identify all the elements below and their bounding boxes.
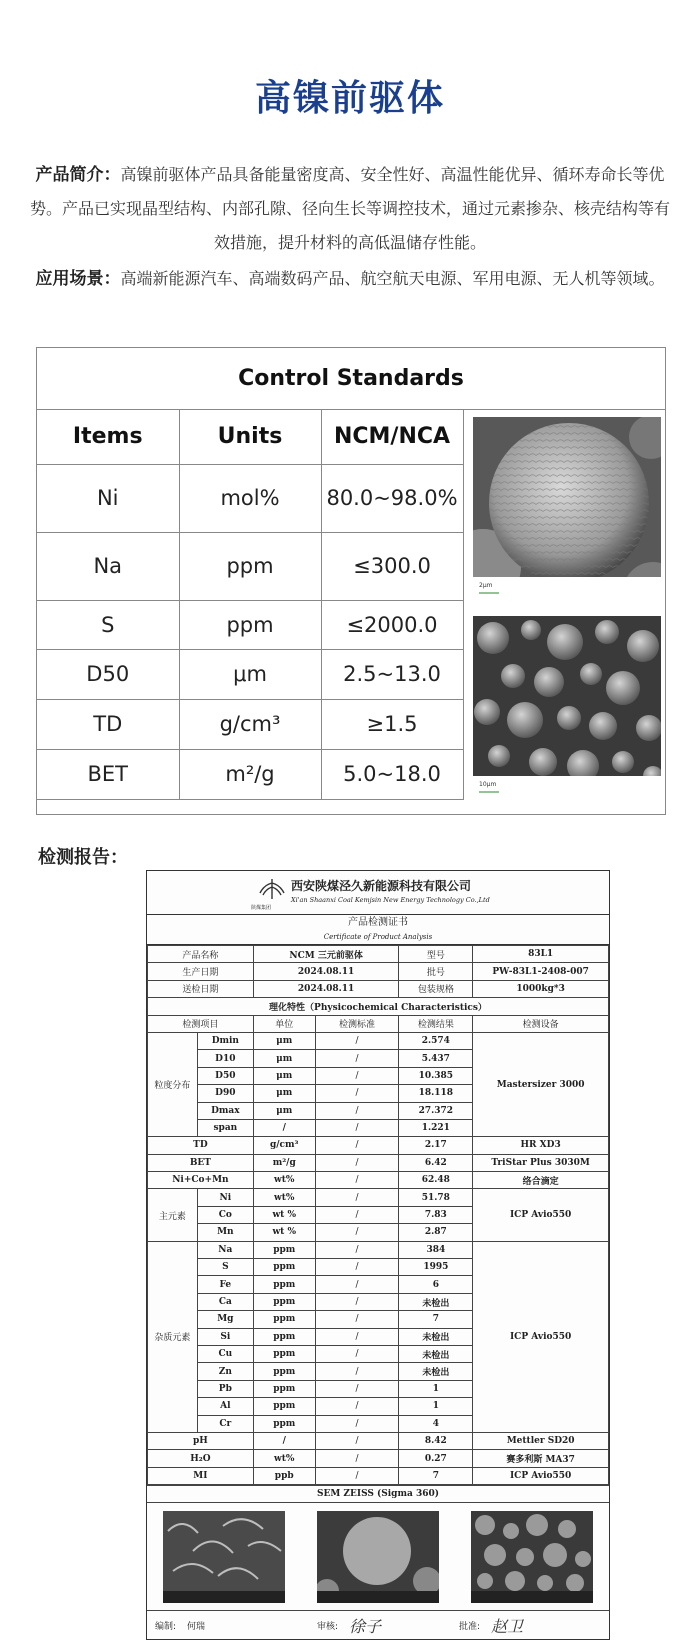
item-cell: Ca [197,1293,253,1310]
review-signature: 徐子 [349,1617,382,1637]
result-cell: 5.437 [399,1050,473,1067]
result-cell: 2.17 [399,1137,473,1154]
item-cell: Dmin [197,1032,253,1049]
item-cell: MI [148,1467,254,1484]
result-cell: 0.27 [399,1450,473,1467]
usage-label: 应用场景： [35,269,121,289]
header-units: Units [179,410,321,464]
table-row [148,998,609,1015]
table-row [148,1172,609,1189]
unit-cell: ppm [179,600,321,649]
unit-cell: wt % [253,1224,315,1241]
application-scenarios [30,262,670,296]
table-row [37,600,463,649]
item-cell: Mn [197,1224,253,1241]
std-cell: / [315,1102,399,1119]
group-label: 粒度分布 [148,1032,198,1136]
std-cell: / [315,1137,399,1154]
std-cell: / [315,1276,399,1293]
item-cell: span [197,1119,253,1136]
sem-image-single-particle [473,417,661,605]
sem-image-flakes [163,1511,285,1603]
company-logo-icon [257,877,287,905]
result-cell: 7 [399,1467,473,1484]
result-cell: 2.574 [399,1032,473,1049]
intro-text: 高镍前驱体产品具备能量密度高、安全性好、高温性能优异、循环寿命长等优势。产品已实现晶型结构、内部孔隙、径向生长等调控技术，通过元素掺杂、核壳结构等有效措施，提升材料的高低温储存性能。 [30,165,671,252]
item-cell: Ni [197,1189,253,1206]
std-cell: / [315,1293,399,1310]
equipment-cell: 络合滴定 [473,1172,609,1189]
group-label: 主元素 [148,1189,198,1241]
col-header: 检测标准 [315,1015,399,1032]
item-cell: D50 [197,1067,253,1084]
unit-cell: ppm [253,1276,315,1293]
std-cell: / [315,1241,399,1258]
info-key: 送检日期 [148,980,254,997]
unit-cell: ppm [253,1241,315,1258]
unit-cell: / [253,1432,315,1449]
info-value: 2024.08.11 [253,980,399,997]
result-cell: 7.83 [399,1206,473,1223]
item-cell: Mg [197,1311,253,1328]
info-value: 1000kg*3 [473,980,609,997]
test-certificate [146,870,610,1640]
unit-cell: ppm [253,1328,315,1345]
sem-scale-1: 2μm [479,582,493,589]
std-cell: / [315,1154,399,1171]
table-row [148,980,609,997]
unit-cell: ppm [253,1415,315,1432]
result-cell: 7 [399,1311,473,1328]
logo-text: 陕煤集团 [251,905,272,911]
result-cell: 1 [399,1380,473,1397]
certificate-title [147,915,609,945]
item-cell: Dmax [197,1102,253,1119]
result-cell: 1995 [399,1259,473,1276]
value-cell: 80.0~98.0% [321,464,463,532]
result-cell: 未检出 [399,1328,473,1345]
unit-cell: m²/g [179,749,321,799]
unit-cell: ppm [253,1380,315,1397]
unit-cell: g/cm³ [253,1137,315,1154]
info-key: 生产日期 [148,963,254,980]
sem-image-sphere [317,1511,439,1603]
std-cell: / [315,1450,399,1467]
item-cell: Na [37,532,179,600]
unit-cell: mol% [179,464,321,532]
result-cell: 4 [399,1415,473,1432]
compiled-label: 编制: [155,1622,177,1633]
unit-cell: g/cm³ [179,699,321,749]
col-header: 单位 [253,1015,315,1032]
table-row [37,532,463,600]
value-cell: ≤300.0 [321,532,463,600]
table-row [148,1450,609,1467]
unit-cell: ppm [253,1398,315,1415]
control-standards-title: Control Standards [37,348,665,410]
item-cell: H₂O [148,1450,254,1467]
sem-scale-2: 10μm [479,781,497,788]
product-intro [30,158,670,260]
item-cell: pH [148,1432,254,1449]
unit-cell: μm [253,1032,315,1049]
company-name-cn: 西安陕煤泾久新能源科技有限公司 [291,879,472,893]
equipment-cell: Mettler SD20 [473,1432,609,1449]
sem-image-particle-cluster [473,616,661,804]
compiled-name: 何瑞 [187,1622,206,1633]
item-cell: Al [197,1398,253,1415]
col-header: 检测项目 [148,1015,254,1032]
sem-images [467,410,665,814]
table-row [148,1189,609,1206]
equipment-cell: HR XD3 [473,1137,609,1154]
item-cell: TD [148,1137,254,1154]
col-header: 检测结果 [399,1015,473,1032]
table-row [148,946,609,963]
unit-cell: wt% [253,1189,315,1206]
std-cell: / [315,1085,399,1102]
result-cell: 62.48 [399,1172,473,1189]
table-row [148,1467,609,1484]
cert-sem-images [147,1502,609,1610]
result-cell: 51.78 [399,1189,473,1206]
unit-cell: / [253,1119,315,1136]
std-cell: / [315,1172,399,1189]
table-row [37,749,463,799]
equipment-cell: TriStar Plus 3030M [473,1154,609,1171]
equipment-cell: ICP Avio550 [473,1241,609,1432]
table-row [37,649,463,699]
unit-cell: μm [253,1085,315,1102]
item-cell: Co [197,1206,253,1223]
result-cell: 384 [399,1241,473,1258]
std-cell: / [315,1398,399,1415]
std-cell: / [315,1206,399,1223]
certificate-table [147,945,609,1485]
info-key: 包装规格 [399,980,473,997]
result-cell: 未检出 [399,1363,473,1380]
table-row [148,1137,609,1154]
item-cell: Si [197,1328,253,1345]
std-cell: / [315,1345,399,1362]
table-row [148,1154,609,1171]
col-header: 检测设备 [473,1015,609,1032]
item-cell: Cu [197,1345,253,1362]
unit-cell: wt% [253,1450,315,1467]
result-cell: 2.87 [399,1224,473,1241]
info-key: 批号 [399,963,473,980]
result-cell: 27.372 [399,1102,473,1119]
item-cell: Na [197,1241,253,1258]
table-row [37,699,463,749]
info-value: 2024.08.11 [253,963,399,980]
usage-text: 高端新能源汽车、高端数码产品、航空航天电源、军用电源、无人机等领域。 [120,269,665,288]
unit-cell: wt% [253,1172,315,1189]
group-label: 杂质元素 [148,1241,198,1432]
std-cell: / [315,1380,399,1397]
review-label: 审核: [317,1622,339,1633]
result-cell: 未检出 [399,1293,473,1310]
result-cell: 8.42 [399,1432,473,1449]
std-cell: / [315,1467,399,1484]
result-cell: 未检出 [399,1345,473,1362]
equipment-cell: ICP Avio550 [473,1189,609,1241]
result-cell: 6.42 [399,1154,473,1171]
equipment-cell: ICP Avio550 [473,1467,609,1484]
result-cell: 18.118 [399,1085,473,1102]
std-cell: / [315,1224,399,1241]
result-cell: 1.221 [399,1119,473,1136]
value-cell: ≤2000.0 [321,600,463,649]
unit-cell: ppb [253,1467,315,1484]
std-cell: / [315,1067,399,1084]
item-cell: Fe [197,1276,253,1293]
unit-cell: ppm [253,1345,315,1362]
result-cell: 6 [399,1276,473,1293]
std-cell: / [315,1032,399,1049]
certificate-title-en: Certificate of Product Analysis [323,933,433,941]
item-cell: BET [37,749,179,799]
std-cell: / [315,1050,399,1067]
approve-signature: 赵卫 [491,1617,524,1637]
approve-label: 批准: [459,1622,481,1633]
std-cell: / [315,1363,399,1380]
control-standards-table [37,410,464,800]
unit-cell: wt % [253,1206,315,1223]
unit-cell: m²/g [253,1154,315,1171]
std-cell: / [315,1311,399,1328]
sem-image-cluster [471,1511,593,1603]
value-cell: ≥1.5 [321,699,463,749]
table-row [148,1432,609,1449]
value-cell: 5.0~18.0 [321,749,463,799]
sem-section-title: SEM ZEISS (Sigma 360) [147,1485,609,1502]
unit-cell: μm [179,649,321,699]
page-title: 高镍前驱体 [254,78,445,119]
std-cell: / [315,1328,399,1345]
result-cell: 1 [399,1398,473,1415]
unit-cell: μm [253,1102,315,1119]
std-cell: / [315,1259,399,1276]
info-value: NCM 三元前驱体 [253,946,399,963]
company-name-en: Xi'an Shaanxi Coal Kemjsin New Energy Technology Co.,Ltd [291,896,490,904]
unit-cell: ppm [253,1311,315,1328]
std-cell: / [315,1432,399,1449]
item-cell: S [197,1259,253,1276]
header-items: Items [37,410,179,464]
equipment-cell: 赛多利斯 MA37 [473,1450,609,1467]
equipment-cell: Mastersizer 3000 [473,1032,609,1136]
result-cell: 10.385 [399,1067,473,1084]
intro-label: 产品简介： [35,165,121,185]
unit-cell: μm [253,1067,315,1084]
section-title: 理化特性（Physicochemical Characteristics） [148,998,609,1015]
certificate-header [147,871,609,915]
table-row [148,1241,609,1258]
std-cell: / [315,1119,399,1136]
unit-cell: ppm [253,1293,315,1310]
std-cell: / [315,1189,399,1206]
item-cell: TD [37,699,179,749]
item-cell: D90 [197,1085,253,1102]
signature-row [147,1610,609,1640]
item-cell: Cr [197,1415,253,1432]
header-ncm-nca: NCM/NCA [321,410,463,464]
value-cell: 2.5~13.0 [321,649,463,699]
control-standards-panel [36,347,666,815]
std-cell: / [315,1415,399,1432]
item-cell: BET [148,1154,254,1171]
info-value: 83L1 [473,946,609,963]
unit-cell: ppm [253,1259,315,1276]
item-cell: D10 [197,1050,253,1067]
table-row [148,963,609,980]
item-cell: D50 [37,649,179,699]
table-row [148,1032,609,1049]
unit-cell: μm [253,1050,315,1067]
item-cell: S [37,600,179,649]
item-cell: Zn [197,1363,253,1380]
item-cell: Ni+Co+Mn [148,1172,254,1189]
unit-cell: ppm [179,532,321,600]
report-label: 检测报告： [38,847,128,868]
certificate-title-cn: 产品检测证书 [348,917,408,928]
item-cell: Ni [37,464,179,532]
item-cell: Pb [197,1380,253,1397]
table-row [37,464,463,532]
info-key: 产品名称 [148,946,254,963]
unit-cell: ppm [253,1363,315,1380]
info-key: 型号 [399,946,473,963]
info-value: PW-83L1-2408-007 [473,963,609,980]
table-row [148,1015,609,1032]
